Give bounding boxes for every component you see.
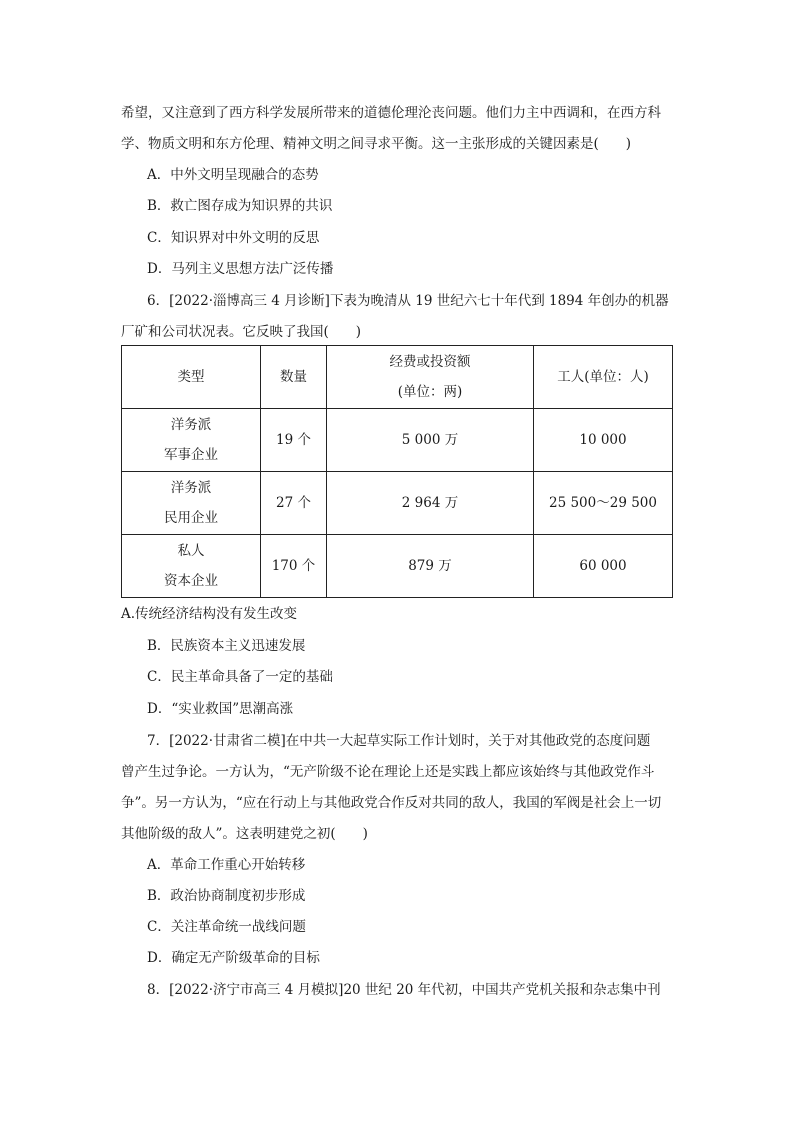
q6-stem-line-2: 厂矿和公司状况表。它反映了我国( ) (121, 324, 362, 340)
q7-stem-line-3: 争”。另一方认为，“应在行动上与其他政党合作反对共同的敌人，我国的军阀是社会上一切 (121, 795, 662, 811)
cell-type-line-2: 资本企业 (164, 573, 218, 589)
q7-option-b: B．政治协商制度初步形成 (147, 888, 306, 904)
q6-option-c: C．民主革命具备了一定的基础 (147, 669, 333, 685)
cell-type (122, 472, 261, 535)
q6-option-b: B．民族资本主义迅速发展 (147, 638, 306, 654)
q5-stem-line-2: 学、物质文明和东方伦理、精神文明之间寻求平衡。这一主张形成的关键因素是( ) (121, 136, 632, 152)
q6-option-d: D．“实业救国”思潮高涨 (147, 701, 294, 717)
cell-count: 27 个 (261, 472, 327, 535)
q5-stem-line-1: 希望，又注意到了西方科学发展所带来的道德伦理沦丧问题。他们力主中西调和，在西方科 (121, 105, 661, 121)
cell-type-line-1: 私人 (177, 543, 205, 559)
cell-count: 19 个 (261, 409, 327, 472)
table-row (122, 535, 673, 598)
q7-option-c: C．关注革命统一战线问题 (147, 919, 306, 935)
cell-workers: 25 500～29 500 (534, 472, 673, 535)
q5-option-a: A．中外文明呈现融合的态势 (147, 167, 319, 183)
q7-stem-line-1: 7．[2022·甘肃省二模]在中共一大起草实际工作计划时，关于对其他政党的态度问题 (147, 733, 651, 749)
q5-option-d: D．马列主义思想方法广泛传播 (147, 261, 334, 277)
table-header-row (122, 346, 673, 409)
cell-type-line-1: 洋务派 (170, 480, 212, 496)
header-type: 类型 (122, 346, 261, 409)
header-count: 数量 (261, 346, 327, 409)
cell-count: 170 个 (261, 535, 327, 598)
cell-fund: 2 964 万 (327, 472, 534, 535)
q5-option-b: B．救亡图存成为知识界的共识 (147, 198, 333, 214)
cell-fund: 879 万 (327, 535, 534, 598)
cell-type (122, 409, 261, 472)
q8-stem-line-1: 8．[2022·济宁市高三 4 月模拟]20 世纪 20 年代初，中国共产党机关报和杂志集中刊 (147, 982, 661, 998)
cell-type-line-1: 洋务派 (170, 417, 212, 433)
enterprise-table (121, 345, 673, 598)
cell-workers: 60 000 (534, 535, 673, 598)
q6-stem-line-1: 6．[2022·淄博高三 4 月诊断]下表为晚清从 19 世纪六七十年代到 1894 年创办的机器 (147, 293, 669, 309)
q5-option-c: C．知识界对中外文明的反思 (147, 230, 320, 246)
cell-type (122, 535, 261, 598)
cell-type-line-2: 军事企业 (164, 447, 218, 463)
q7-stem-line-2: 曾产生过争论。一方认为，“无产阶级不论在理论上还是实践上都应该始终与其他政党作斗 (121, 764, 655, 780)
table-row (122, 472, 673, 535)
header-workers: 工人(单位：人) (534, 346, 673, 409)
header-fund (327, 346, 534, 409)
q6-option-a: A.传统经济结构没有发生改变 (121, 606, 298, 622)
q7-stem-line-4: 其他阶级的敌人”。这表明建党之初( ) (121, 826, 368, 842)
cell-fund: 5 000 万 (327, 409, 534, 472)
table-row (122, 409, 673, 472)
cell-workers: 10 000 (534, 409, 673, 472)
q7-option-a: A．革命工作重心开始转移 (147, 857, 306, 873)
header-fund-line-2: (单位：两) (397, 384, 463, 400)
header-fund-line-1: 经费或投资额 (389, 354, 471, 370)
cell-type-line-2: 民用企业 (164, 510, 218, 526)
q7-option-d: D．确定无产阶级革命的目标 (147, 950, 320, 966)
